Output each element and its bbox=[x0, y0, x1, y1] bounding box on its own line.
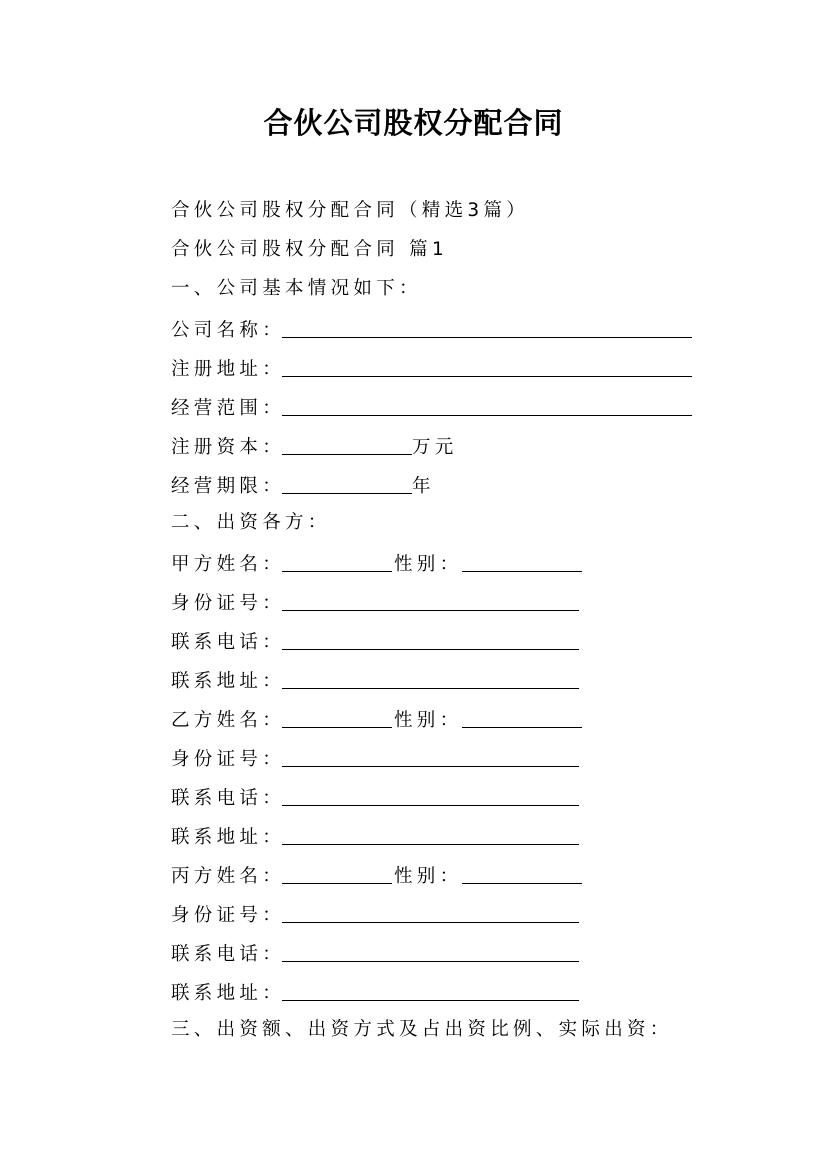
partyB-name-gender-blank[interactable] bbox=[462, 707, 582, 728]
term-label: 经营期限： bbox=[171, 476, 286, 497]
partyA-name-gender-label: 性别： bbox=[394, 554, 463, 575]
reg-address-blank[interactable] bbox=[282, 356, 692, 377]
line-partyB-address bbox=[171, 822, 579, 848]
line-company-name bbox=[171, 315, 692, 341]
business-scope-label: 经营范围： bbox=[171, 398, 286, 419]
partyA-address-blank[interactable] bbox=[282, 668, 579, 689]
section2-text: 二、出资各方： bbox=[171, 512, 331, 533]
partyC-phone-label: 联系电话： bbox=[171, 944, 286, 965]
line-section2 bbox=[171, 510, 331, 536]
reg-capital-blank[interactable] bbox=[282, 434, 412, 455]
line-reg-capital bbox=[171, 432, 458, 458]
line-partyA-id bbox=[171, 588, 579, 614]
company-name-blank[interactable] bbox=[282, 317, 692, 338]
partyB-id-label: 身份证号： bbox=[171, 749, 286, 770]
reg-capital-suffix: 万元 bbox=[412, 437, 458, 458]
partyC-address-label: 联系地址： bbox=[171, 983, 286, 1004]
line-section3 bbox=[171, 1017, 673, 1043]
partyB-name-label: 乙方姓名： bbox=[171, 710, 286, 731]
partyA-name-label: 甲方姓名： bbox=[171, 554, 286, 575]
line-partyB-name bbox=[171, 705, 582, 731]
partyB-id-blank[interactable] bbox=[282, 746, 579, 767]
line-partyC-phone bbox=[171, 939, 579, 965]
partyA-id-blank[interactable] bbox=[282, 590, 579, 611]
line-partyA-name bbox=[171, 549, 582, 575]
section3-text: 三、出资额、出资方式及占出资比例、实际出资： bbox=[171, 1019, 673, 1040]
reg-capital-label: 注册资本： bbox=[171, 437, 286, 458]
line-partyC-name bbox=[171, 861, 582, 887]
partyB-phone-label: 联系电话： bbox=[171, 788, 286, 809]
partyA-phone-label: 联系电话： bbox=[171, 632, 286, 653]
partyC-phone-blank[interactable] bbox=[282, 941, 579, 962]
line-partyA-phone bbox=[171, 627, 579, 653]
partyA-address-label: 联系地址： bbox=[171, 671, 286, 692]
line-partyC-address bbox=[171, 978, 579, 1004]
partyA-phone-blank[interactable] bbox=[282, 629, 579, 650]
partyB-address-blank[interactable] bbox=[282, 824, 579, 845]
line-chapter bbox=[171, 237, 448, 263]
term-suffix: 年 bbox=[412, 476, 435, 497]
partyC-id-label: 身份证号： bbox=[171, 905, 286, 926]
chapter-text: 合伙公司股权分配合同 篇1 bbox=[171, 239, 449, 260]
line-business-scope bbox=[171, 393, 692, 419]
reg-address-label: 注册地址： bbox=[171, 359, 286, 380]
term-blank[interactable] bbox=[282, 473, 412, 494]
line-partyB-phone bbox=[171, 783, 579, 809]
partyC-address-blank[interactable] bbox=[282, 980, 579, 1001]
company-name-label: 公司名称： bbox=[171, 320, 286, 341]
line-reg-address bbox=[171, 354, 692, 380]
line-partyC-id bbox=[171, 900, 579, 926]
partyC-name-label: 丙方姓名： bbox=[171, 866, 286, 887]
document-title: 合伙公司股权分配合同 bbox=[263, 106, 564, 140]
partyB-name-gender-label: 性别： bbox=[394, 710, 463, 731]
line-subtitle bbox=[171, 198, 529, 224]
partyC-name-blank[interactable] bbox=[282, 863, 392, 884]
line-partyB-id bbox=[171, 744, 579, 770]
partyA-name-blank[interactable] bbox=[282, 551, 392, 572]
partyC-id-blank[interactable] bbox=[282, 902, 579, 923]
section1-text: 一、公司基本情况如下： bbox=[171, 278, 422, 299]
line-partyA-address bbox=[171, 666, 579, 692]
partyA-name-gender-blank[interactable] bbox=[462, 551, 582, 572]
line-term bbox=[171, 471, 435, 497]
line-section1 bbox=[171, 276, 422, 302]
partyA-id-label: 身份证号： bbox=[171, 593, 286, 614]
business-scope-blank[interactable] bbox=[282, 395, 692, 416]
partyC-name-gender-label: 性别： bbox=[394, 866, 463, 887]
partyB-phone-blank[interactable] bbox=[282, 785, 579, 806]
subtitle-text: 合伙公司股权分配合同（精选3篇） bbox=[171, 200, 530, 221]
partyB-name-blank[interactable] bbox=[282, 707, 392, 728]
partyB-address-label: 联系地址： bbox=[171, 827, 286, 848]
partyC-name-gender-blank[interactable] bbox=[462, 863, 582, 884]
